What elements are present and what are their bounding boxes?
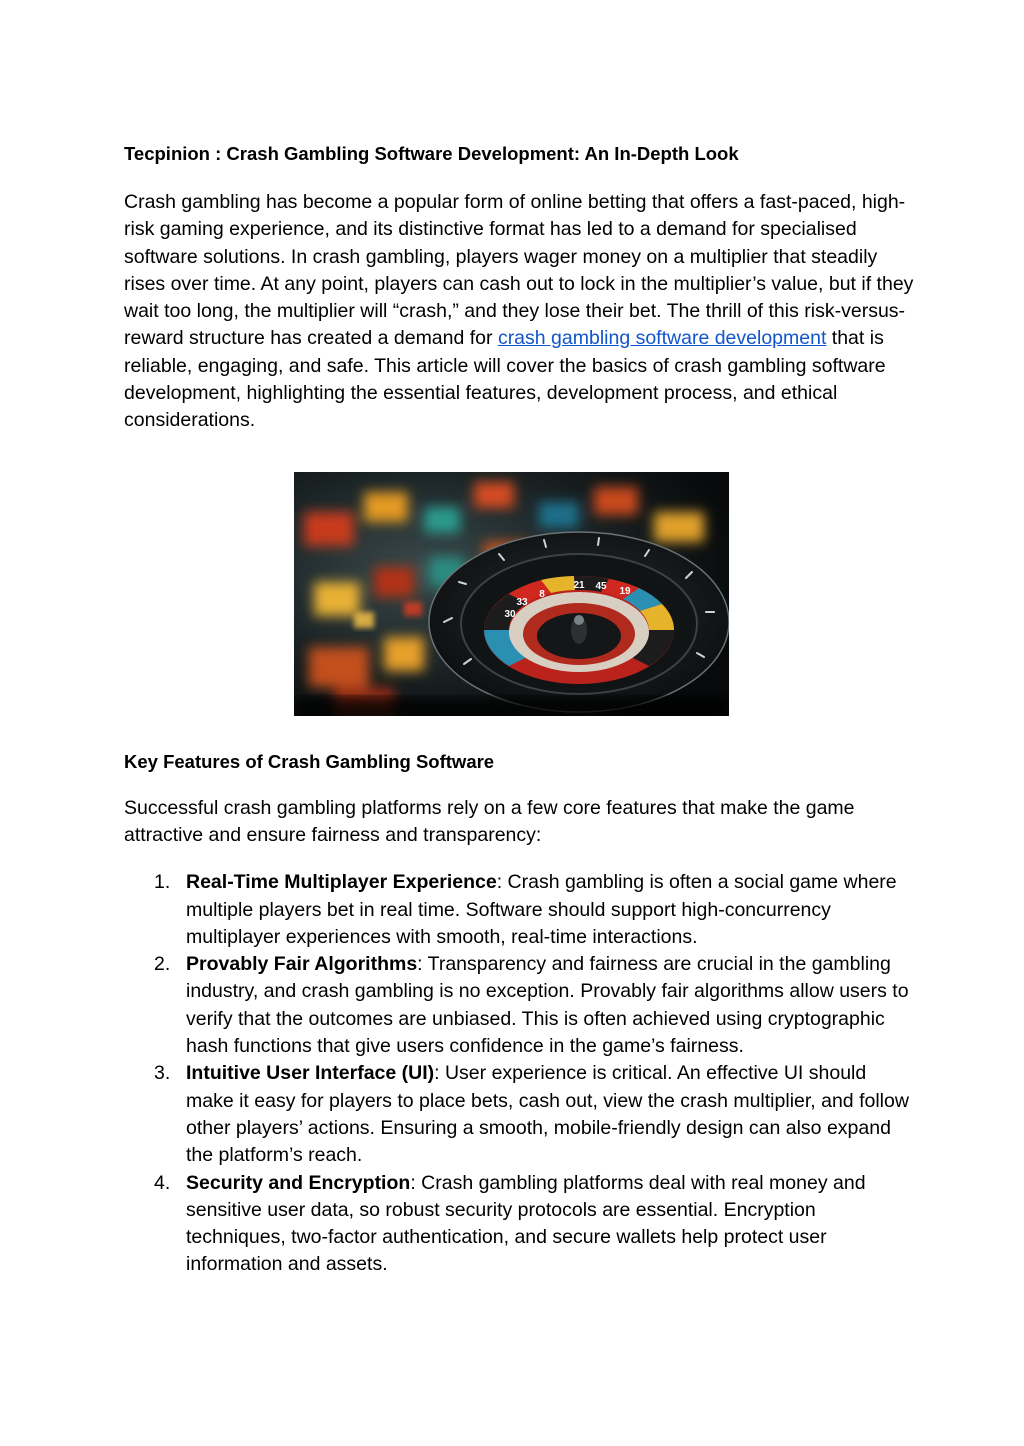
list-number: 3. [154, 1062, 171, 1085]
feature-text: : Crash gambling is often a social game where multiple players bet in real time. Software should support high-concurrency multiplayer experiences with smooth, real-time interactions. [186, 871, 897, 948]
wheel-number: 30 [504, 608, 516, 620]
section-heading: Key Features of Crash Gambling Software [124, 750, 495, 772]
list-item [124, 1060, 914, 1169]
feature-title: Real-Time Multiplayer Experience [186, 871, 497, 894]
wheel-number: 8 [539, 588, 545, 600]
document-title: Tecpinion : Crash Gambling Software Development: An In-Depth Look [124, 143, 739, 164]
feature-text: : Crash gambling platforms deal with real money and sensitive user data, so robust security protocols are essential. Encryption techniques, two-factor authentication, and secure wallets help protect user information and assets. [186, 1171, 866, 1276]
feature-text: : Transparency and fairness are crucial in the gambling industry, and crash gambling is no exception. Provably fair algorithms allow users to verify that the outcomes are unbiased. This is often achieved using cryptographic hash functions that give users confidence in the game’s fairness. [186, 953, 909, 1058]
wheel-number: 45 [595, 580, 607, 592]
list-number: 4. [154, 1171, 171, 1194]
list-item [124, 951, 914, 1060]
feature-text: : User experience is critical. An effective UI should make it easy for players to place bets, cash out, view the crash multiplier, and follow other players’ actions. Ensuring a smooth, mobile-friendly design can also expand the platform’s reach. [186, 1062, 909, 1167]
intro-text-after-link: that is reliable, engaging, and safe. This article will cover the basics of crash gambling software development, highlighting the essential features, development process, and ethical considerations. [124, 327, 886, 432]
feature-title: Provably Fair Algorithms [186, 953, 418, 976]
crash-gambling-link[interactable]: crash gambling software development [497, 327, 827, 350]
list-number: 1. [154, 871, 171, 894]
wheel-number: 33 [516, 596, 528, 608]
intro-text-before-link: Crash gambling has become a popular form of online betting that offers a fast-paced, high-risk gaming experience, and its distinctive format has led to a demand for specialised software solutions. In crash gambling, players wager money on a multiplier that steadily rises over time. At any point, players can cash out to lock in the multiplier’s value, but if they wait too long, the multiplier will “crash,” and they lose their bet. The thrill of this risk-versus-reward structure has created a demand for [124, 191, 914, 350]
list-number: 2. [154, 953, 171, 976]
intro-paragraph [124, 189, 914, 435]
wheel-number: 19 [619, 585, 631, 597]
feature-title: Security and Encryption [186, 1171, 411, 1194]
section-intro: Successful crash gambling platforms rely on a few core features that make the game attractive and ensure fairness and transparency: [124, 796, 855, 846]
roulette-wheel-image [294, 472, 729, 716]
feature-title: Intuitive User Interface (UI) [186, 1062, 435, 1085]
wheel-number: 21 [573, 579, 585, 591]
list-item [124, 1170, 914, 1279]
features-list [124, 869, 914, 1278]
document-page [124, 140, 914, 1279]
list-item [124, 869, 914, 951]
